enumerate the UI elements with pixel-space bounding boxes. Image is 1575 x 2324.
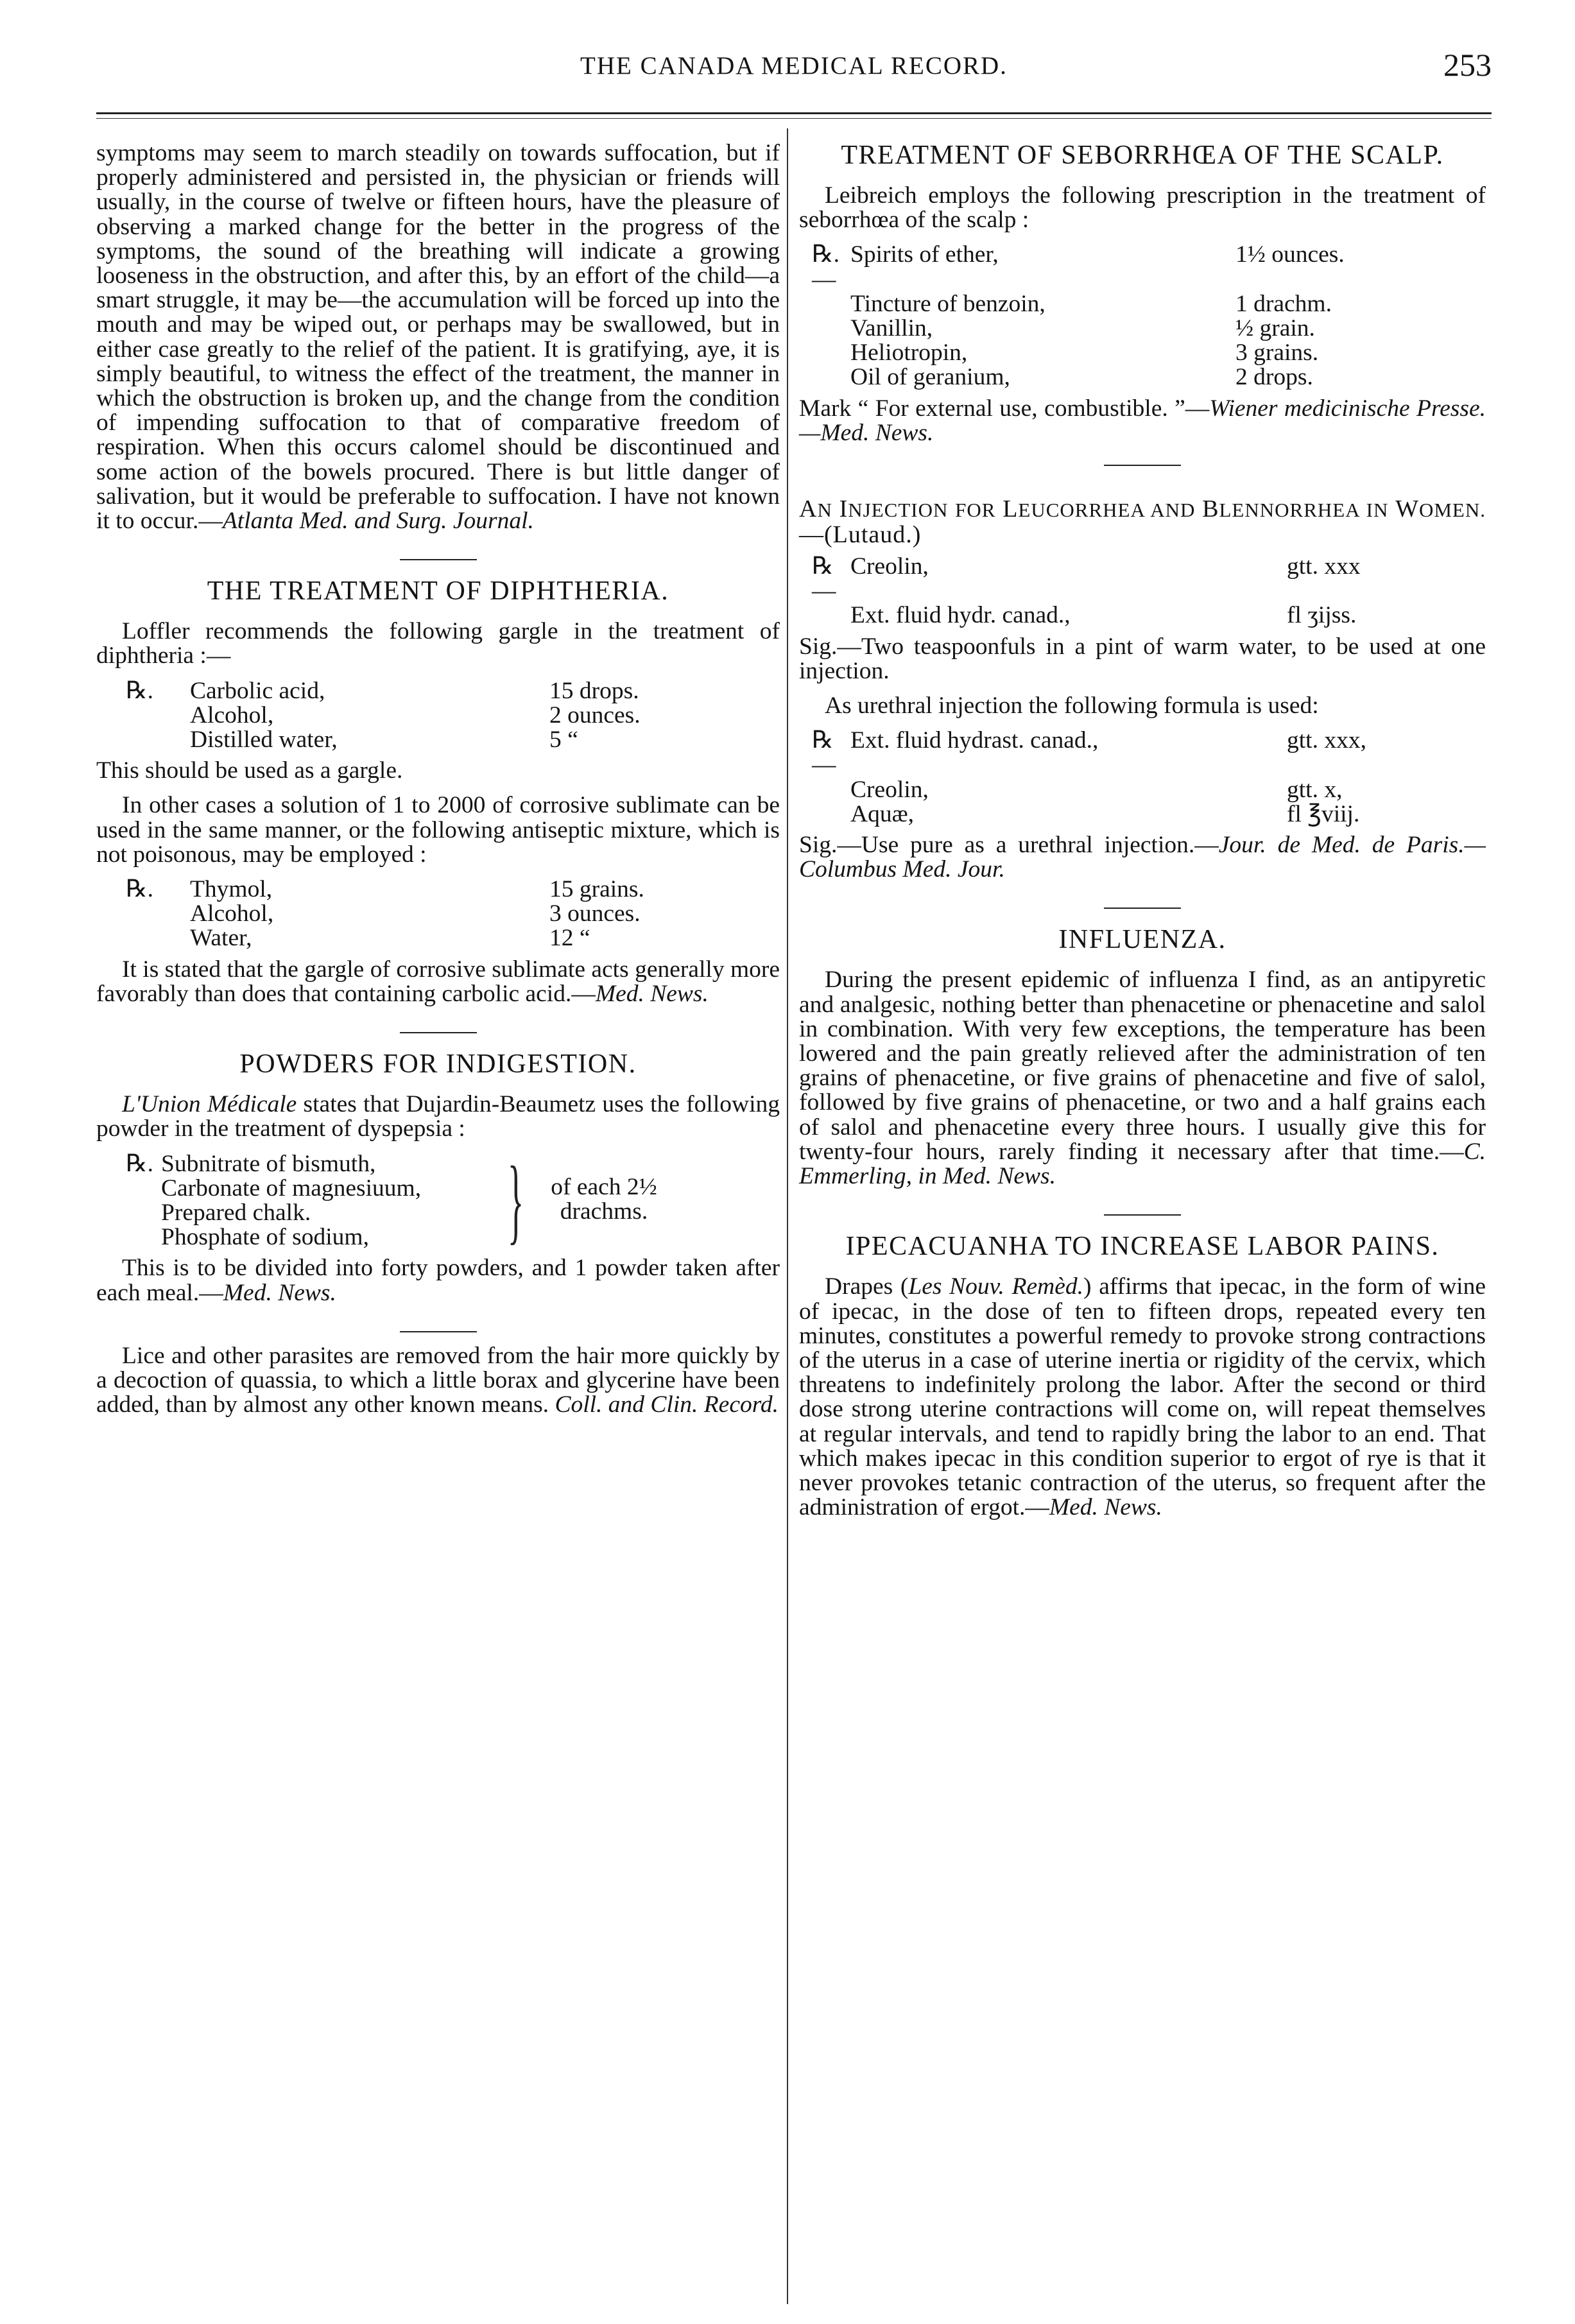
rx-symbol: ℞— [812,553,836,605]
rx-ingredient: Carbolic acid, [190,677,325,704]
para-text: It is stated that the gargle of corrosive sublimate acts generally more favorably than does that containing carbolic acid.— [96,956,780,1007]
rx-quantity: 1 drachm. [1235,290,1332,317]
section-rule [400,1331,477,1332]
rx-ingredient: Carbonate of magnesiuum, [161,1175,422,1201]
rx-quantity: gtt. xxx [1287,553,1361,580]
rx-symbol: ℞. [126,876,153,903]
section-rule [400,1032,477,1033]
rx-ingredient: Phosphate of sodium, [161,1224,369,1251]
rx-ingredient: Spirits of ether, [850,241,999,268]
rx-ingredient: Alcohol, [190,702,274,728]
powders-note [96,1256,780,1305]
rx-quantity: 2 drops. [1235,364,1313,391]
title-part: A [799,495,818,523]
rx-ingredient: Aquæ, [850,800,914,827]
rx-quantity: 15 grains. [549,876,644,903]
rx-ingredient: Oil of geranium, [850,364,1010,391]
influenza-paragraph [799,968,1486,1189]
source-citation: Med. News. [223,1279,336,1306]
rx-ingredient: Creolin, [850,776,929,803]
title-part: N [817,499,839,522]
para-text: Drapes ( [825,1273,909,1300]
prescription-injection [799,555,1361,628]
article-title-ipecac: IPECACUANHA TO INCREASE LABOR PAINS. [845,1232,1440,1262]
rx-quantity: 5 “ [549,727,578,753]
diphtheria-intro: Loffler recommends the following gargle in the treatment of diphtheria :— [96,618,780,669]
title-part: L [1003,495,1019,523]
article-title-influenza: INFLUENZA. [1058,925,1226,955]
rx-quantity: 3 ounces. [549,900,641,927]
gargle-note: This should be used as a gargle. [96,757,403,784]
running-head [96,45,1492,90]
source-citation: Atlanta Med. and Surg. Journal. [222,508,534,535]
rx-ingredient: Ext. fluid hydr. canad., [850,602,1071,629]
rx-ingredient: Vanillin, [850,315,933,342]
source-citation: Wiener medicinische Presse.—Med. News. [799,395,1486,446]
page-number: 253 [1443,47,1492,83]
title-part: —(Lutaud.) [799,521,922,549]
para-text: Sig.—Use pure as a urethral injection.— [799,832,1219,859]
rx-quantity: 3 grains. [1235,340,1319,366]
article-title-powders: POWDERS FOR INDIGESTION. [239,1049,637,1080]
rx-quantity: gtt. xxx, [1287,727,1366,754]
article-title-injection [799,497,1486,548]
rx-quantity: 1½ ounces. [1235,241,1345,268]
rx-ingredient: Water, [190,925,252,952]
powders-intro [96,1092,780,1141]
diphtheria-para2: In other cases a solution of 1 to 2000 of corrosive sublimate can be used in the same manner, or the following antiseptic mixture, which is not poisonous, may be employed : [96,792,780,868]
title-part: W [1395,495,1419,523]
rx-dose: of each 2½ drachms. [551,1173,657,1225]
rx-ingredient: Thymol, [190,876,273,903]
injection-sig2 [799,833,1486,882]
injection-sig1: Sig.—Two teaspoonfuls in a pint of warm water, to be used at one injection. [799,633,1486,684]
rx-quantity: fl ʒijss. [1287,602,1357,629]
prescription-urethral [799,728,1366,827]
left-column [96,141,780,1427]
rx-ingredient: Subnitrate of bismuth, [161,1150,376,1177]
journal-name: L'Union Médicale [122,1091,297,1118]
source-citation: Coll. and Clin. Record. [555,1391,779,1418]
rx-ingredient: Creolin, [850,553,929,580]
header-rule [96,112,1492,119]
rx-quantity: 15 drops. [549,677,639,704]
ipecac-paragraph [799,1275,1486,1520]
rx-ingredient: Prepared chalk. [161,1199,311,1226]
section-rule [1104,908,1181,909]
source-citation: Med. News. [595,980,709,1007]
rx-quantity: 12 “ [549,925,590,952]
diphtheria-para3 [96,958,780,1006]
rx-ingredient: Alcohol, [190,900,274,927]
continued-text: symptoms may seem to march steadily on towards suffocation, but if properly administered and persisted in, the physician or friends will usually, in the course of twelve or fifteen hours, have the pleasure of observing a marked change for the better in the progress of the symptoms, the sound of the breathing will indicate a growing looseness in the obstruction, and after this, by an effort of the child—a smart struggle, it may be—the accumulation will be forced up into the mouth and may be wiped out, or perhaps may be swallowed, but in either case greatly to the relief of the patient. It is gratifying, aye, it is simply beautiful, to witness the effect of the treatment, the manner in which the obstruction is broken up, and the change from the condition of impending suffocation to that of comparative freedom of respiration. When this occurs calomel should be discontinued and some action of the bowels procured. There is but little danger of salivation, but it would be preferable to suffocation. I have not known it to occur.— [96,140,780,535]
source-citation: C. Emmerling, in Med. News. [799,1138,1486,1190]
para-text: During the present epidemic of influenza I find, as an antipyretic and analgesic, nothing better than phenacetine or phenacetine and salol in combination. With very few exceptions, the temperature has been lowered and the pain greatly relieved after the administration of ten grains of phenacetine, or five grains of phenacetine and five of salol, followed by five grains of phenacetine, or two and a half grains each of salol and phenacetine every three hours. I usually give this for twenty-four hours, rarely finding it necessary after that time.— [799,967,1486,1165]
source-citation: Med. News. [1049,1494,1162,1521]
rx-quantity: ½ grain. [1235,315,1315,342]
title-part: B [1202,495,1219,523]
rx-quantity: 2 ounces. [549,702,641,728]
prescription-gargle [96,679,641,753]
rx-symbol: ℞— [812,727,836,779]
source-citation: Jour. de Med. de Paris.—Columbus Med. Jour. [799,832,1486,883]
para-text: ) affirms that ipecac, in the form of wine of ipecac, in the dose of ten to fifteen drops, repeated every ten minutes, constitutes a powerful remedy to provoke strong contractions of the uterus in a case of uterine inertia or rigidity of the cervix, which threatens to indefinitely prolong the labor. After the second or third dose strong uterine contractions will come on, will repeat themselves at regular intervals, and tend to rapidly bring the labor to an end. That which makes ipecac in this condition superior to ergot of rye is that it never provokes tetanic contraction of the uterus, so frequent after the administration of ergot.— [799,1273,1486,1521]
title-part: LENNORRHEA IN [1219,499,1396,522]
rx-ingredient: Distilled water, [190,727,338,753]
title-part: NJECTION FOR [848,499,1003,522]
seborrhoea-intro: Leibreich employs the following prescription in the treatment of seborrhœa of the scalp : [799,182,1486,234]
column-divider [787,128,788,2304]
lice-paragraph [96,1344,780,1418]
brace-glyph: } [508,1146,524,1253]
seborrhoea-mark [799,397,1486,445]
title-part: I [839,495,848,523]
rx-symbol: ℞. [126,677,153,704]
journal-title: THE CANADA MEDICAL RECORD. [580,52,1008,80]
rx-ingredients [161,1152,508,1250]
rx-quantity: fl ℥viij. [1287,800,1360,827]
prescription-antiseptic [96,877,644,951]
prescription-seborrhoea [799,243,1345,390]
continued-article [96,141,780,533]
title-part: EUCORRHEA AND [1018,499,1203,522]
para-text: states that Dujardin-Beaumetz uses the following powder in the treatment of dyspepsia : [96,1091,780,1142]
section-rule [1104,465,1181,466]
para-text: Lice and other parasites are removed from the hair more quickly by a decoction of quassia, to which a little borax and glycerine have been added, than by almost any other known means. [96,1342,780,1418]
article-title-diphtheria: THE TREATMENT OF DIPHTHERIA. [207,576,669,607]
para-text: Mark “ For external use, combustible. ”— [799,395,1210,422]
injection-para2: As urethral injection the following formula is used: [825,693,1319,719]
rx-ingredient: Heliotropin, [850,340,968,366]
rx-symbol: ℞.— [812,241,839,293]
rx-quantity: gtt. x, [1287,776,1343,803]
rx-ingredient: Tincture of benzoin, [850,290,1046,317]
journal-name: Les Nouv. Remèd. [908,1273,1084,1300]
section-rule [1104,1214,1181,1216]
right-column [799,141,1486,1530]
para-text: This is to be divided into forty powders, and 1 powder taken after each meal.— [96,1255,780,1306]
title-part: OMEN. [1418,499,1486,522]
article-title-seborrhoea: TREATMENT OF SEBORRHŒA OF THE SCALP. [841,141,1444,170]
prescription-powders [126,1146,780,1253]
rx-symbol: ℞. [126,1150,153,1177]
section-rule [400,559,477,560]
rx-ingredient: Ext. fluid hydrast. canad., [850,727,1099,754]
